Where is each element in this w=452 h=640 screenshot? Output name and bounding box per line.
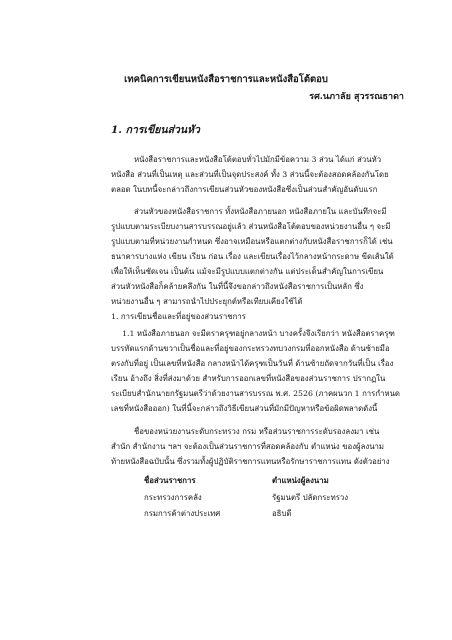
document-author: รศ.นภาลัย สุวรรณธาดา [309, 92, 404, 102]
body-line: ส่วนหัวหนังสือก็คล้ายคลึงกัน ในที่นี้จึงขอกล่าวถึงหนังสือราชการเป็นหลัก ซึ่ง [111, 282, 364, 291]
body-line: บรรทัดแรกด้านขวาเป็นชื่อและที่อยู่ของกระทรวงทบวงกรมที่ออกหนังสือ ด้านซ้ายมือ [111, 344, 390, 353]
table-cell-signer: รัฐมนตรี ปลัดกระทรวง [272, 493, 349, 502]
body-line: หนังสือราชการและหนังสือโต้ตอบทั่วไปมักมีข้อความ 3 ส่วน ได้แก่ ส่วนหัว [134, 155, 382, 164]
body-line: 1.1 หนังสือภายนอก จะมีตราครุฑอยู่กลางหน้า บางครั้งจึงเรียกว่า หนังสือตราครุฑ [122, 329, 395, 338]
body-line: สำนัก สำนักงาน ฯลฯ จะต้องเป็นส่วนราชการที่สอดคล้องกับ ตำแหน่ง ของผู้ลงนาม [111, 442, 385, 451]
body-line: ส่วนหัวของหนังสือราชการ ทั้งหนังสือภายนอก หนังสือภายใน และบันทึกจะมี [134, 207, 387, 216]
table-header-signer: ตำแหน่งผู้ลงนาม [272, 476, 329, 485]
table-cell-department: กระทรวงการคลัง [144, 493, 202, 502]
table-cell-signer: อธิบดี [272, 509, 292, 518]
body-line: ธนาคารบางแห่ง เขียน เรียน ก่อน เรื่อง และเขียนเรื่องไว้กลางหน้ากระดาษ ขีดเส้นใต้ [111, 252, 394, 261]
body-line: เพื่อให้เห็นชัดเจน เป็นต้น แม้จะมีรูปแบบแตกต่างกัน แต่ประเด็นสำคัญในการเขียน [111, 267, 384, 276]
body-line: หนังสือ ส่วนที่เป็นเหตุ และส่วนที่เป็นจุดประสงค์ ทั้ง 3 ส่วนนี้จะต้องสอดคล้องกันโดย [111, 170, 389, 179]
body-line: เลขที่หนังสือออก) ในที่นี้จะกล่าวถึงวิธีเขียนส่วนที่มักมีปัญหาหรือข้อผิดพลาดดังนี้ [111, 404, 378, 413]
body-line: ตลอด ในบทนี้จะกล่าวถึงการเขียนส่วนหัวของหนังสือซึ่งเป็นส่วนสำคัญอันดับแรก [111, 185, 378, 194]
body-line: เรียน อ้างถึง สิ่งที่ส่งมาด้วย สำหรับการออกเลขที่หนังสือของส่วนราชการ ปรากฏใน [111, 374, 386, 383]
table-header-department: ชื่อส่วนราชการ [144, 476, 196, 485]
body-line: หน่วยงานอื่น ๆ สามารถนำไปประยุกต์หรือเทียบเคียงใช้ได้ [111, 297, 303, 306]
body-line: ตรงกับที่อยู่ เป็นเลขที่หนังสือ กลางหน้าได้ครุฑเป็นวันที่ ด้านซ้ายถัดจากวันที่เป็น เรื่อง [111, 359, 394, 368]
subsection-heading: 1. การเขียนชื่อและที่อยู่ของส่วนราชการ [111, 312, 246, 321]
document-title: เทคนิคการเขียนหนังสือราชการและหนังสือโต้ตอบ [124, 74, 328, 85]
body-line: รูปแบบตามที่หน่วยงานกำหนด ซึ่งอาจเหมือนหรือแตกต่างกับหนังสือราชการก็ได้ เช่น [111, 237, 393, 246]
body-line: ระเบียบสำนักนายกรัฐมนตรีว่าด้วยงานสารบรรณ พ.ศ. 2526 (ภาคผนวก 1 การกำหนด [111, 389, 400, 398]
body-line: ชื่อของหน่วยงานระดับกระทรวง กรม หรือส่วนราชการระดับรองลงมา เช่น [134, 427, 380, 436]
table-cell-department: กรมการค้าต่างประเทศ [144, 509, 221, 518]
body-line: รูปแบบตามระเบียบงานสารบรรณอยู่แล้ว ส่วนหนังสือโต้ตอบของหน่วยงานอื่น ๆ จะมี [111, 222, 391, 231]
section-heading: 1. การเขียนส่วนหัว [111, 124, 200, 136]
body-line: ท้ายหนังสือฉบับนั้น ซึ่งรวมทั้งผู้ปฏิบัติราชการแทนหรือรักษาราชการแทน ดังตัวอย่าง [111, 457, 390, 466]
